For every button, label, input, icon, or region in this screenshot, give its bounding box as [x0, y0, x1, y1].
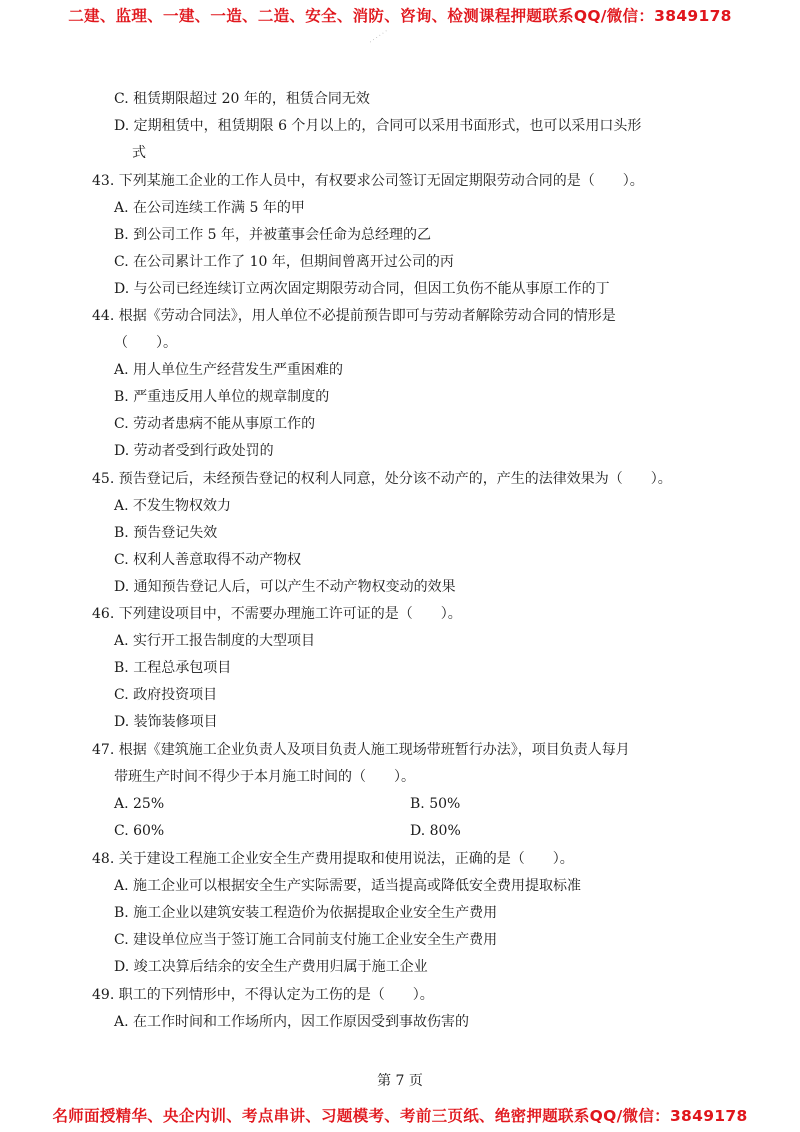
option-c-q46: C. 政府投资项目: [114, 687, 218, 703]
option-b-q47: B. 50%: [410, 796, 461, 812]
question-47: 47. 根据《建筑施工企业负责人及项目负责人施工现场带班暂行办法》，项目负责人每月: [92, 742, 630, 758]
option-c-q48: C. 建设单位应当于签订施工合同前支付施工企业安全生产费用: [114, 932, 498, 948]
option-b-q46: B. 工程总承包项目: [114, 660, 232, 676]
option-d-q42: D. 定期租赁中，租赁期限 6 个月以上的，合同可以采用书面形式，也可以采用口头形: [114, 118, 642, 134]
option-a-q45: A. 不发生物权效力: [114, 498, 232, 514]
option-d-q46: D. 装饰装修项目: [114, 714, 218, 730]
question-45: 45. 预告登记后，未经预告登记的权利人同意，处分该不动产的，产生的法律效果为（ ）。: [92, 471, 672, 487]
question-44-continued: （ ）。: [114, 335, 177, 351]
question-44: 44. 根据《劳动合同法》，用人单位不必提前预告即可与劳动者解除劳动合同的情形是: [92, 308, 616, 324]
option-b-q45: B. 预告登记失效: [114, 525, 218, 541]
question-47-continued: 带班生产时间不得少于本月施工时间的（ ）。: [114, 769, 415, 785]
option-c-q47: C. 60%: [114, 823, 165, 839]
option-d-q42-continued: 式: [132, 145, 146, 161]
option-a-q46: A. 实行开工报告制度的大型项目: [114, 633, 316, 649]
option-a-q47: A. 25%: [114, 796, 165, 812]
option-c-q45: C. 权利人善意取得不动产物权: [114, 552, 302, 568]
option-a-q43: A. 在公司连续工作满 5 年的甲: [114, 200, 305, 216]
option-d-q48: D. 竣工决算后结余的安全生产费用归属于施工企业: [114, 959, 428, 975]
option-a-q48: A. 施工企业可以根据安全生产实际需要，适当提高或降低安全费用提取标准: [114, 878, 582, 894]
option-d-q43: D. 与公司已经连续订立两次固定期限劳动合同，但因工负伤不能从事原工作的丁: [114, 281, 610, 297]
option-d-q44: D. 劳动者受到行政处罚的: [114, 443, 274, 459]
option-a-q49: A. 在工作时间和工作场所内，因工作原因受到事故伤害的: [114, 1014, 470, 1030]
faint-watermark-stamp: · · · · · ·: [368, 27, 390, 46]
option-d-q47: D. 80%: [410, 823, 461, 839]
page-number: 第 7 页: [377, 1073, 423, 1089]
option-b-q48: B. 施工企业以建筑安装工程造价为依据提取企业安全生产费用: [114, 905, 498, 921]
option-b-q44: B. 严重违反用人单位的规章制度的: [114, 389, 330, 405]
option-c-q44: C. 劳动者患病不能从事原工作的: [114, 416, 316, 432]
top-contact-banner: 二建、监理、一建、一造、二造、安全、消防、咨询、检测课程押题联系QQ/微信：3849178: [68, 7, 732, 25]
question-48: 48. 关于建设工程施工企业安全生产费用提取和使用说法，正确的是（ ）。: [92, 851, 574, 867]
option-c-q43: C. 在公司累计工作了 10 年，但期间曾离开过公司的丙: [114, 254, 454, 270]
bottom-contact-banner: 名师面授精华、央企内训、考点串讲、习题模考、考前三页纸、绝密押题联系QQ/微信：3849178: [52, 1107, 748, 1125]
option-d-q45: D. 通知预告登记人后，可以产生不动产物权变动的效果: [114, 579, 456, 595]
question-43: 43. 下列某施工企业的工作人员中，有权要求公司签订无固定期限劳动合同的是（ ）。: [92, 173, 644, 189]
option-c-q42: C. 租赁期限超过 20 年的，租赁合同无效: [114, 91, 370, 107]
option-a-q44: A. 用人单位生产经营发生严重困难的: [114, 362, 344, 378]
question-46: 46. 下列建设项目中，不需要办理施工许可证的是（ ）。: [92, 606, 462, 622]
option-b-q43: B. 到公司工作 5 年，并被董事会任命为总经理的乙: [114, 227, 431, 243]
question-49: 49. 职工的下列情形中，不得认定为工伤的是（ ）。: [92, 987, 434, 1003]
